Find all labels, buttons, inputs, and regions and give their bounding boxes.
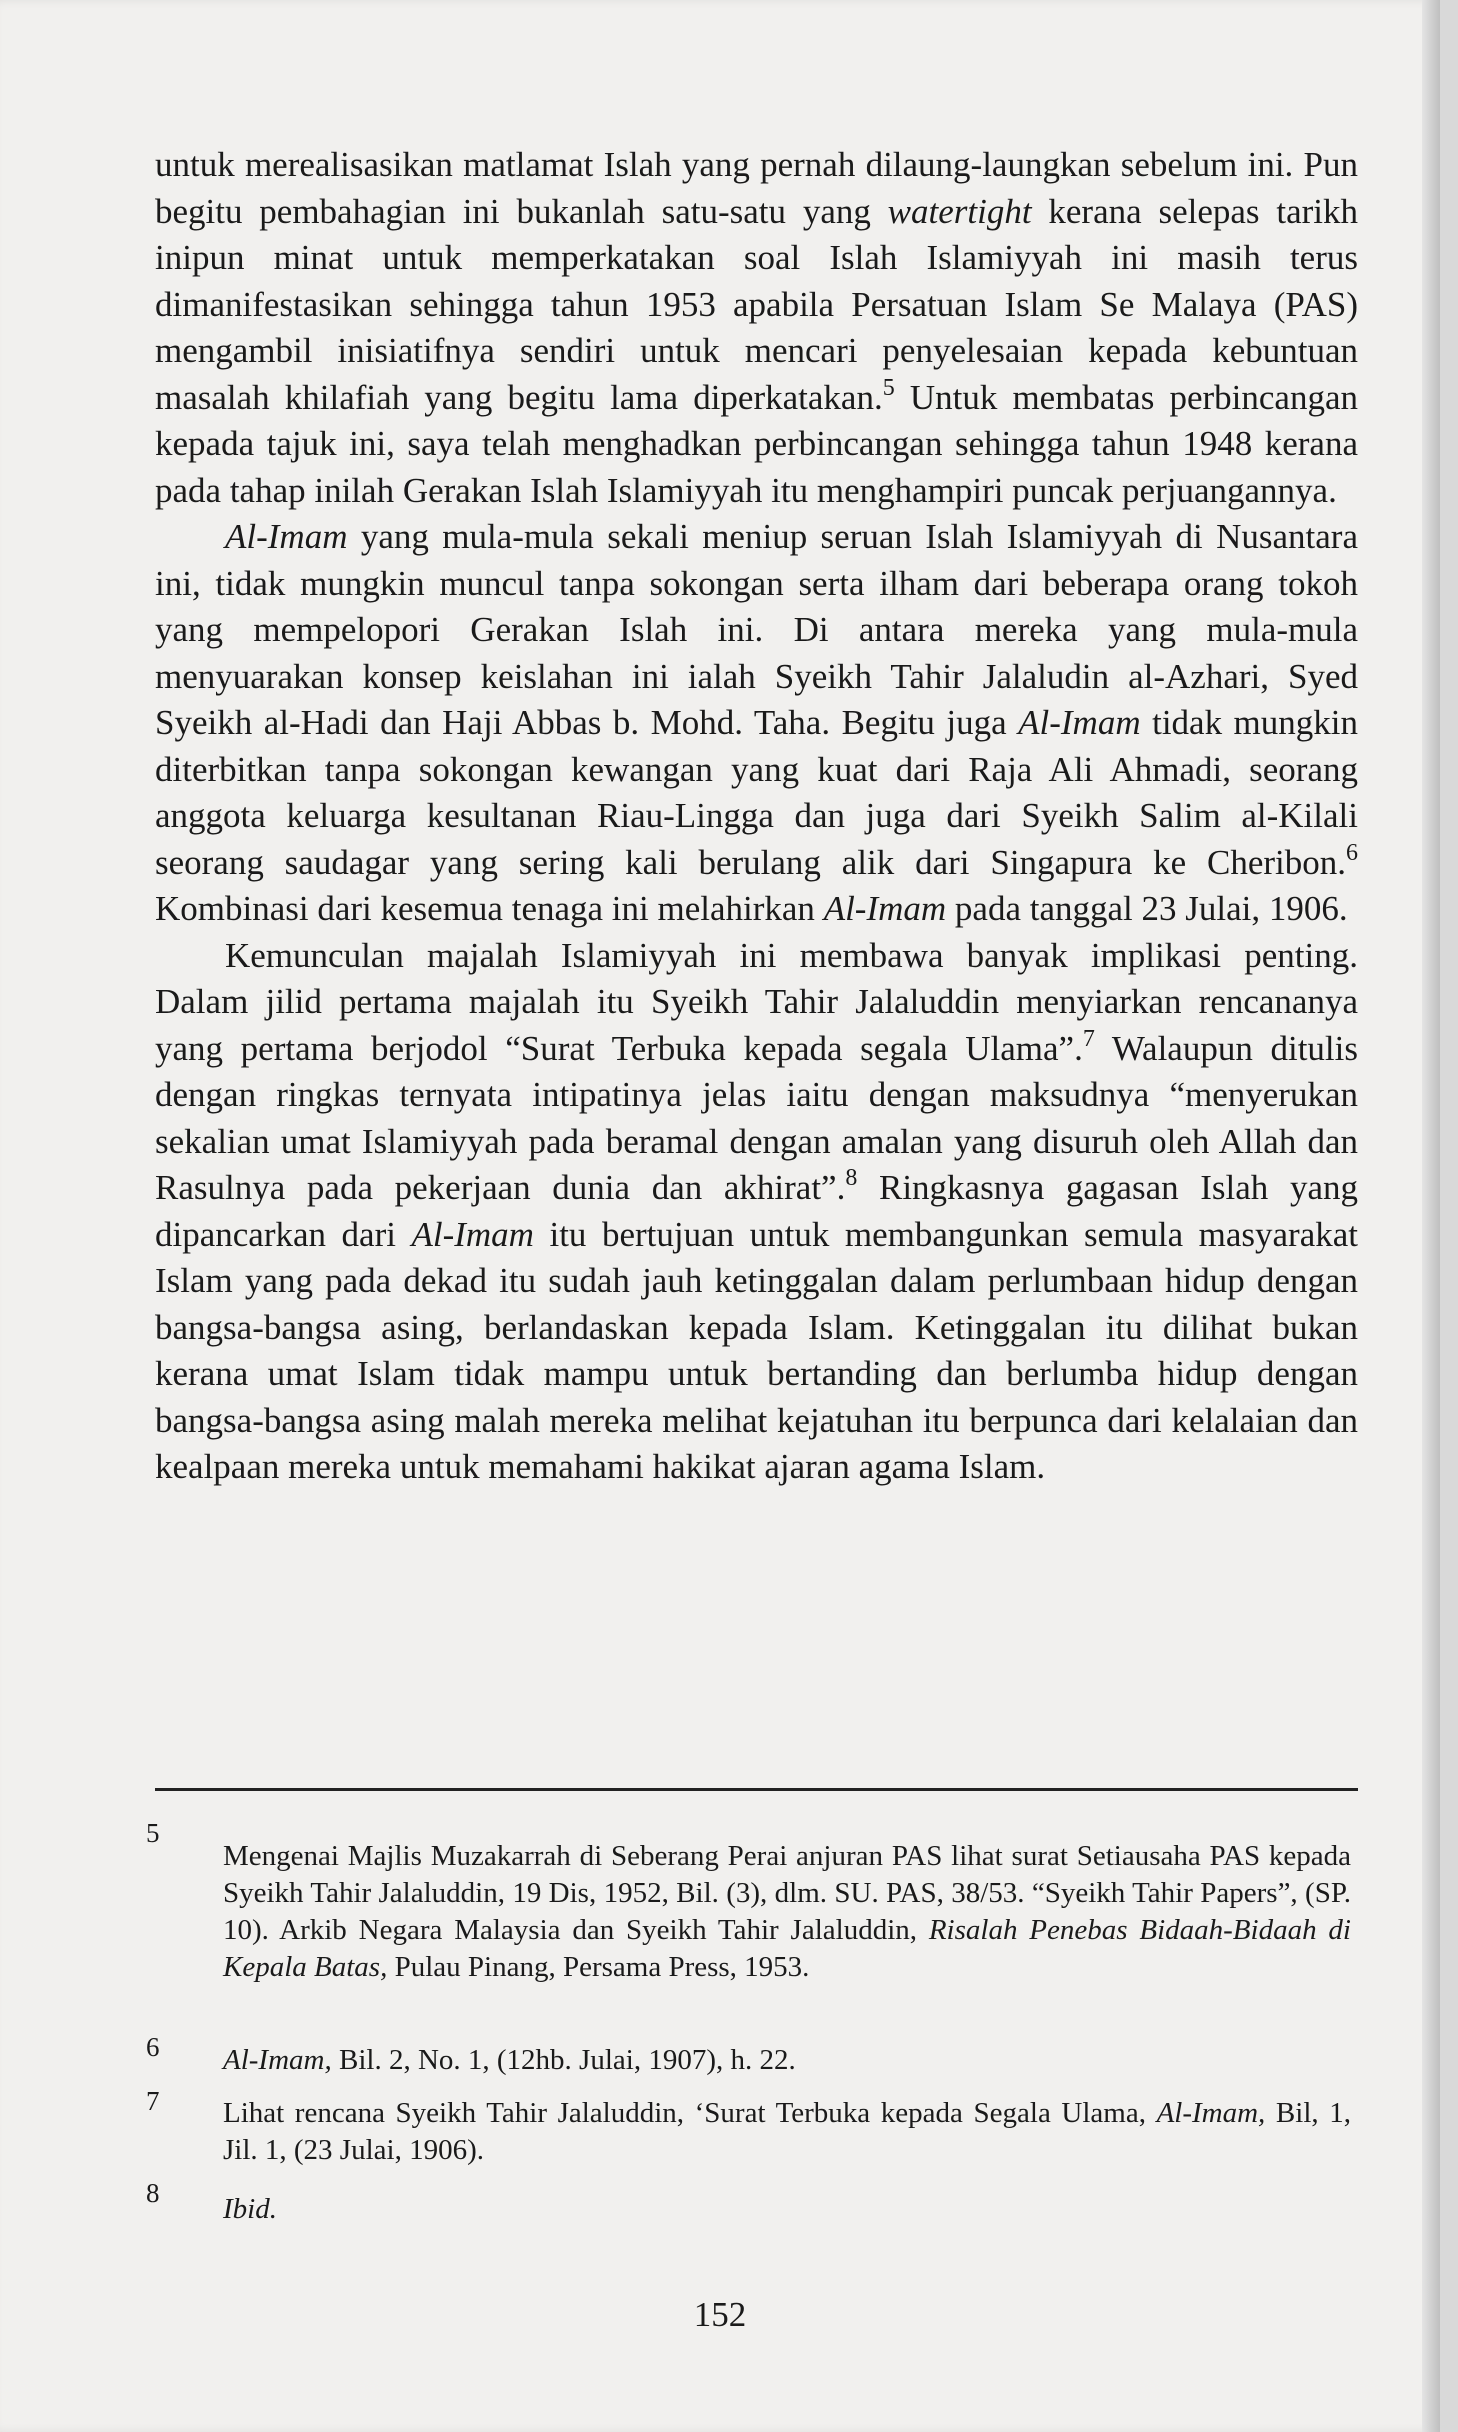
italic-title: Risalah Penebas Bidaah-Bidaah di Kepala Batas,	[223, 1914, 1351, 1983]
footnote-7	[223, 2095, 1351, 2169]
text-run: Pulau Pinang, Persama Press, 1953.	[387, 1951, 810, 1983]
italic-title: Al-Imam	[1018, 703, 1141, 742]
text-run: Kemunculan majalah Islamiyyah ini membawa banyak implikasi penting. Dalam jilid pertama majalah itu Syeikh Tahir Jalaluddin menyiarkan rencananya yang pertama berjodol “Surat Terbuka kepada segala Ulama”.	[155, 935, 1358, 1068]
italic-title: Al-Imam	[225, 517, 348, 556]
main-text	[155, 142, 1358, 1491]
text-run: Untuk membatas perbincangan kepada tajuk ini, saya telah menghadkan perbincangan sehingga tahun 1948 kerana pada tahap inilah Gerakan Islah Islamiyyah itu menghampiri puncak perjuangannya.	[155, 377, 1358, 510]
text-run: pada tanggal 23 Julai, 1906.	[946, 889, 1348, 928]
footnote-ref-5: 5	[882, 374, 895, 401]
text-run: untuk merealisasikan matlamat Islah yang pernah dilaung-laungkan sebelum ini. Pun begitu pembahagian ini bukanlah satu-satu yang	[155, 145, 1358, 231]
text-run: Ringkasnya gagasan Islah yang dipancarkan dari	[155, 1168, 1358, 1254]
paragraph-1	[155, 142, 1358, 514]
italic-term: watertight	[887, 191, 1032, 231]
footnote-5	[223, 1838, 1351, 1986]
italic-title: Al-Imam,	[1156, 2097, 1266, 2129]
footnote-ref-7: 7	[1082, 1025, 1095, 1052]
text-run: Bil. 2, No. 1, (12hb. Julai, 1907), h. 22.	[331, 2044, 796, 2076]
footnote-ref-8: 8	[845, 1165, 858, 1191]
text-run: Lihat rencana Syeikh Tahir Jalaluddin, ‘Surat Terbuka kepada Segala Ulama,	[223, 2097, 1157, 2129]
text-run: tidak mungkin diterbitkan tanpa sokongan kewangan yang kuat dari Raja Ali Ahmadi, seorang anggota keluarga kesultanan Riau-Lingga dan juga dari Syeikh Salim al-Kilali seorang saudagar yang sering kali berulang alik dari Singapura ke Cheribon.	[155, 703, 1359, 882]
footnote-number: 6	[146, 2032, 160, 2062]
text-run: itu bertujuan untuk membangunkan semula masyarakat Islam yang pada dekad itu sudah jauh ketinggalan dalam perlumbaan hidup dengan bangsa-bangsa asing, berlandaskan kepada Islam. Ketinggalan itu dilihat bukan kerana umat Islam tidak mampu untuk bertanding dan berlumba hidup dengan bangsa-bangsa asing malah mereka melihat kejatuhan itu berpunca dari kelalaian dan kealpaan mereka untuk memahami hakikat ajaran agama Islam.	[155, 1214, 1358, 1486]
footnote-8	[223, 2191, 1351, 2228]
italic-title: Al-Imam,	[223, 2044, 332, 2076]
page-number: 152	[693, 2295, 747, 2334]
text-run: Walaupun ditulis dengan ringkas ternyata intipatinya jelas iaitu dengan maksudnya “menyerukan sekalian umat Islamiyyah pada beramal dengan amalan yang disuruh oleh Allah dan Rasulnya pada pekerjaan dunia dan akhirat”.	[155, 1028, 1358, 1207]
italic-title: Al-Imam	[411, 1214, 534, 1254]
page-edge	[1422, 0, 1440, 2432]
footnote-ref-6: 6	[1346, 839, 1358, 866]
footnote-number: 7	[146, 2086, 160, 2116]
italic-title: Al-Imam	[823, 889, 947, 928]
paragraph-2	[155, 514, 1358, 933]
text-run: yang mula-mula sekali meniup seruan Islah Islamiyyah di Nusantara ini, tidak mungkin muncul tanpa sokongan serta ilham dari beberapa orang tokoh yang mempelopori Gerakan Islah ini. Di antara mereka yang mula-mula menyuarakan konsep keislahan ini ialah Syeikh Tahir Jalaludin al-Azhari, Syed Syeikh al-Hadi dan Haji Abbas b. Mohd. Taha. Begitu juga	[155, 517, 1358, 742]
footnote-number: 5	[146, 1818, 160, 1848]
paragraph-3	[155, 933, 1358, 1491]
footnote-divider	[155, 1788, 1358, 1791]
text-run: Mengenai Majlis Muzakarrah di Seberang Perai anjuran PAS lihat surat Setiausaha PAS kepada Syeikh Tahir Jalaluddin, 19 Dis, 1952, Bil. (3), dlm. SU. PAS, 38/53. “Syeikh Tahir Papers”, (SP. 10). Arkib Negara Malaysia dan Syeikh Tahir Jalaluddin,	[223, 1840, 1351, 1946]
text-run: kerana selepas tarikh inipun minat untuk memperkatakan soal Islah Islamiyyah ini masih terus dimanifestasikan sehingga tahun 1953 apabila Persatuan Islam Se Malaya (PAS) mengambil inisiatifnya sendiri untuk mencari penyelesaian kepada kebuntuan masalah khilafiah yang begitu lama diperkatakan.	[155, 191, 1358, 417]
footnote-number: 8	[146, 2178, 160, 2208]
text-run: Kombinasi dari kesemua tenaga ini melahirkan	[155, 889, 824, 928]
italic-title: Ibid.	[223, 2193, 277, 2225]
text-run: Bil, 1, Jil. 1, (23 Julai, 1906).	[223, 2097, 1351, 2166]
footnote-6	[223, 2042, 1351, 2079]
